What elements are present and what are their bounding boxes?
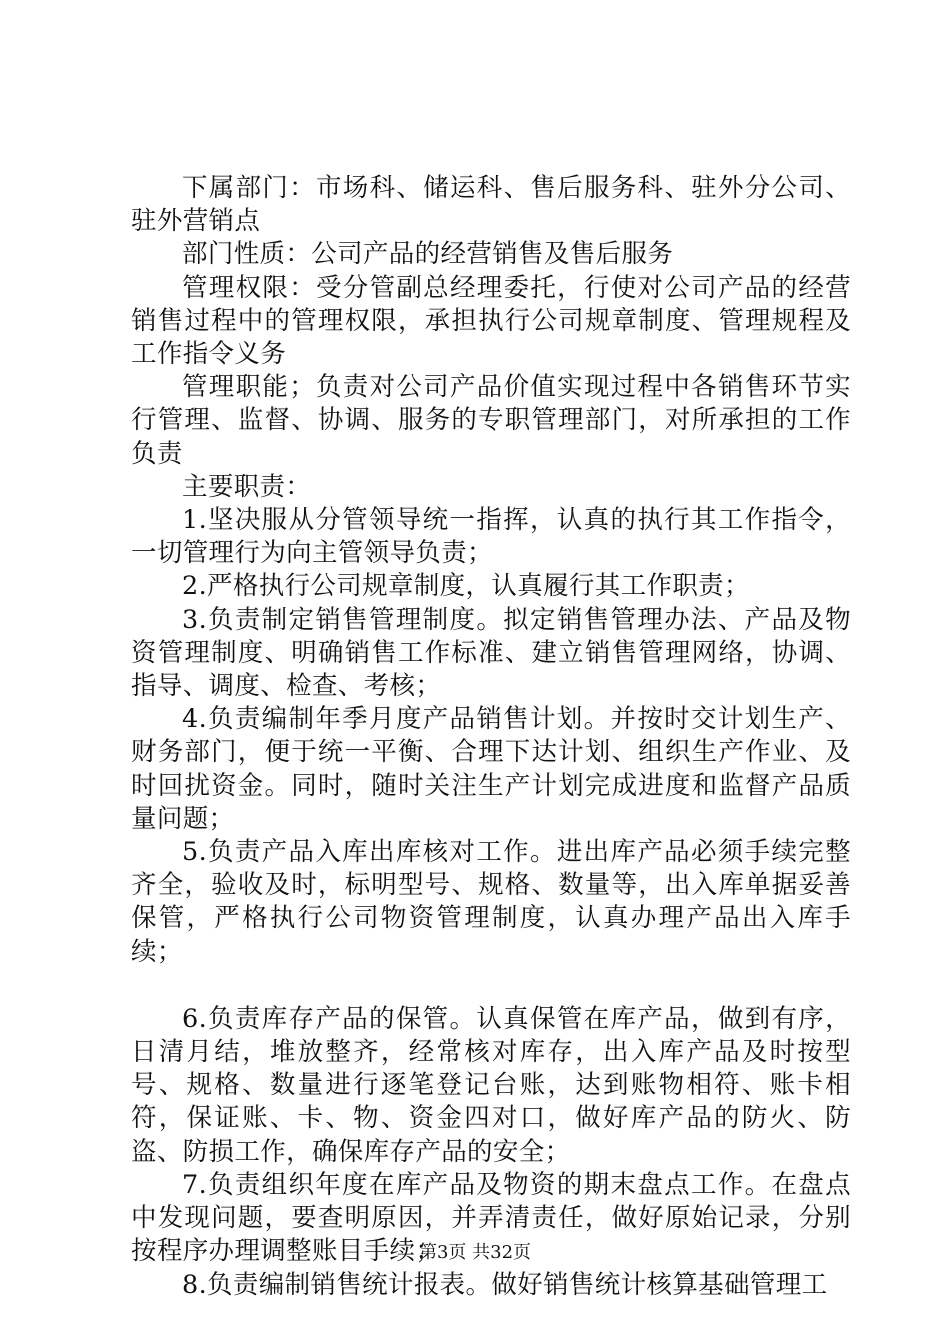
- paragraph-duty-2: 2.严格执行公司规章制度，认真履行其工作职责；: [182, 571, 750, 602]
- paragraph-duty-1: 1.坚决服从分管领导统一指挥，认真的执行其工作指令，一切管理行为向主管领导负责；: [131, 505, 851, 569]
- paragraph-management-authority: 管理权限：受分管副总经理委托，行使对公司产品的经营销售过程中的管理权限，承担执行公司规章制度、管理规程及工作指令义务: [131, 272, 851, 370]
- page-number-footer: 第3页 共32页: [418, 1242, 532, 1263]
- paragraph-management-function: 管理职能；负责对公司产品价值实现过程中各销售环节实行管理、监督、协调、服务的专职管理部门，对所承担的工作负责: [131, 372, 851, 469]
- paragraph-duty-8: 8.负责编制销售统计报表。做好销售统计核算基础管理工: [182, 1269, 828, 1300]
- paragraph-duty-4: 4.负责编制年季月度产品销售计划。并按时交计划生产、财务部门，便于统一平衡、合理下达计划、组织生产作业、及时回扰资金。同时，随时关注生产计划完成进度和监督产品质量问题；: [131, 704, 851, 834]
- paragraph-duty-5: 5.负责产品入库出库核对工作。进出库产品必须手续完整齐全，验收及时，标明型号、规格、数量等，出入库单据妥善保管，严格执行公司物资管理制度，认真办理产品出入库手续；: [131, 837, 851, 967]
- paragraph-main-duties-heading: 主要职责：: [182, 471, 312, 502]
- paragraph-duty-6: 6.负责库存产品的保管。认真保管在库产品，做到有序，日清月结，堆放整齐，经常核对库存，出入库产品及时按型号、规格、数量进行逐笔登记台账，达到账物相符、账卡相符，保证账、卡、物、资金四对口，做好库产品的防火、防盗、防损工作，确保库存产品的安全；: [131, 1003, 851, 1167]
- document-body: [131, 172, 851, 1302]
- paragraph-subordinate-departments: 下属部门：市场科、储运科、售后服务科、驻外分公司、驻外营销点: [131, 173, 851, 237]
- paragraph-duty-7: 7.负责组织年度在库产品及物资的期末盘点工作。在盘点中发现问题，要查明原因，并弄清责任，做好原始记录，分别按程序办理调整账目手续；: [131, 1169, 851, 1267]
- paragraph-duty-3: 3.负责制定销售管理制度。拟定销售管理办法、产品及物资管理制度、明确销售工作标准、建立销售管理网络，协调、指导、调度、检查、考核；: [131, 604, 851, 702]
- paragraph-department-nature: 部门性质：公司产品的经营销售及售后服务: [182, 239, 674, 270]
